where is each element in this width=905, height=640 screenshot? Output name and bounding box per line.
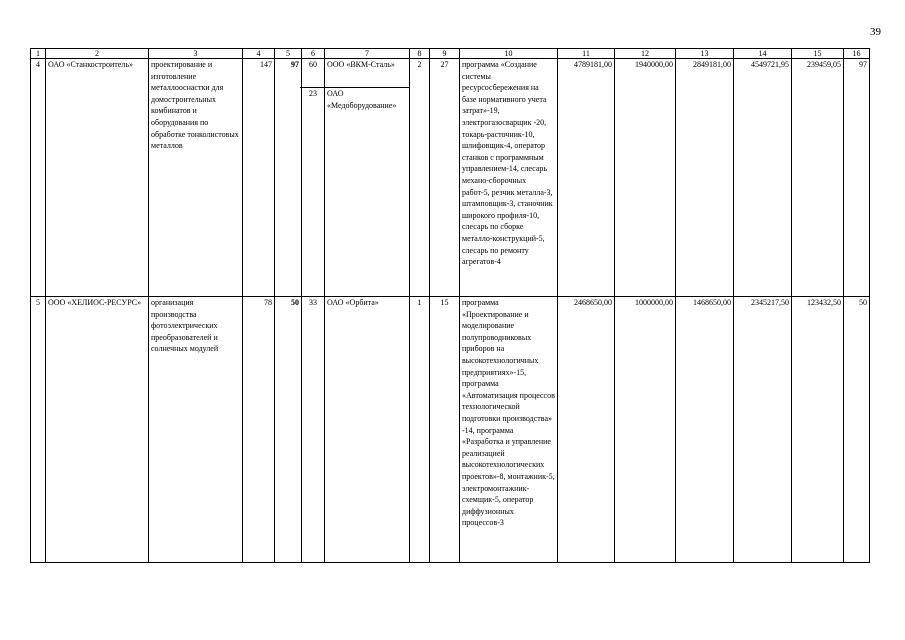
value-cell: 78 [243,297,275,563]
col-header: 13 [676,49,734,59]
document-table [30,48,870,563]
row-number: 5 [31,297,46,563]
amount-cell: 1940000,00 [615,59,676,297]
col-header: 16 [844,49,870,59]
partner-org-bottom: ОАО «Медоборудование» [327,89,397,110]
value-cell: 2 [410,59,430,297]
activity-cell: организация производства фотоэлектрических преобразователей и солнечных модулей [149,297,243,563]
amount-cell: 4789181,00 [558,59,615,297]
activity-cell: проектирование и изготовление металлооснастки для домостроительных комбинатов и оборудования по обработке тонколистовых металлов [149,59,243,297]
split-top-value: 60 [309,60,317,69]
value-cell: 97 [844,59,870,297]
split-cell [302,59,325,297]
column-number-row [31,49,870,59]
amount-cell: 2468650,00 [558,297,615,563]
program-cell: программа «Создание системы ресурсосбережения на базе нормативного учета затрат»-19, электрогазосварщик -20, токарь-расточник-10, шлифовщик-4, оператор станков с программным управлением-14, слесарь механо-сборочных работ-5, резчик металла-3, штамповщик-3, станочник широкого профиля-10, слесарь по сборке металло-конструкций-5, слесарь по ремонту агрегатов-4 [460,59,558,297]
amount-cell: 4549721,95 [734,59,792,297]
table-row [31,59,870,297]
col-header: 12 [615,49,676,59]
split-bottom-value: 23 [309,89,317,98]
col-header: 9 [430,49,460,59]
value-cell: 33 [302,297,325,563]
col-header: 7 [325,49,410,59]
col-header: 14 [734,49,792,59]
col-header: 15 [792,49,844,59]
program-cell: программа «Проектирование и моделирование полупроводниковых приборов на высокотехнологичных предприятиях»-15, программа «Автоматизация процессов технологической подготовки производства» -14, программа «Разработка и управление реализацией высокотехнологических проектов»-8, монтажник-5, электромонтажник-схемщик-5, оператор диффузионных процессов-3 [460,297,558,563]
value-cell: 1 [410,297,430,563]
organization-cell: ООО «ХЕЛИОС-РЕСУРС» [46,297,149,563]
amount-cell: 239459,05 [792,59,844,297]
col-header: 3 [149,49,243,59]
page-number: 39 [870,26,881,38]
col-header: 8 [410,49,430,59]
value-cell: 50 [275,297,302,563]
col-header: 6 [302,49,325,59]
row-number: 4 [31,59,46,297]
value-cell: 97 [275,59,302,297]
col-header: 1 [31,49,46,59]
value-cell: 15 [430,297,460,563]
col-header: 2 [46,49,149,59]
organization-cell: ОАО «Станкостроитель» [46,59,149,297]
amount-cell: 1468650,00 [676,297,734,563]
amount-cell: 2849181,00 [676,59,734,297]
value-cell: 50 [844,297,870,563]
col-header: 11 [558,49,615,59]
value-cell: 147 [243,59,275,297]
amount-cell: 123432,50 [792,297,844,563]
amount-cell: 1000000,00 [615,297,676,563]
value-cell: 27 [430,59,460,297]
amount-cell: 2345217,50 [734,297,792,563]
table-row [31,297,870,563]
partner-org-cell: ОАО «Орбита» [325,297,410,563]
col-header: 5 [275,49,302,59]
split-cell [325,59,410,297]
col-header: 10 [460,49,558,59]
partner-org-top: ООО «ВКМ-Сталь» [327,60,395,69]
col-header: 4 [243,49,275,59]
